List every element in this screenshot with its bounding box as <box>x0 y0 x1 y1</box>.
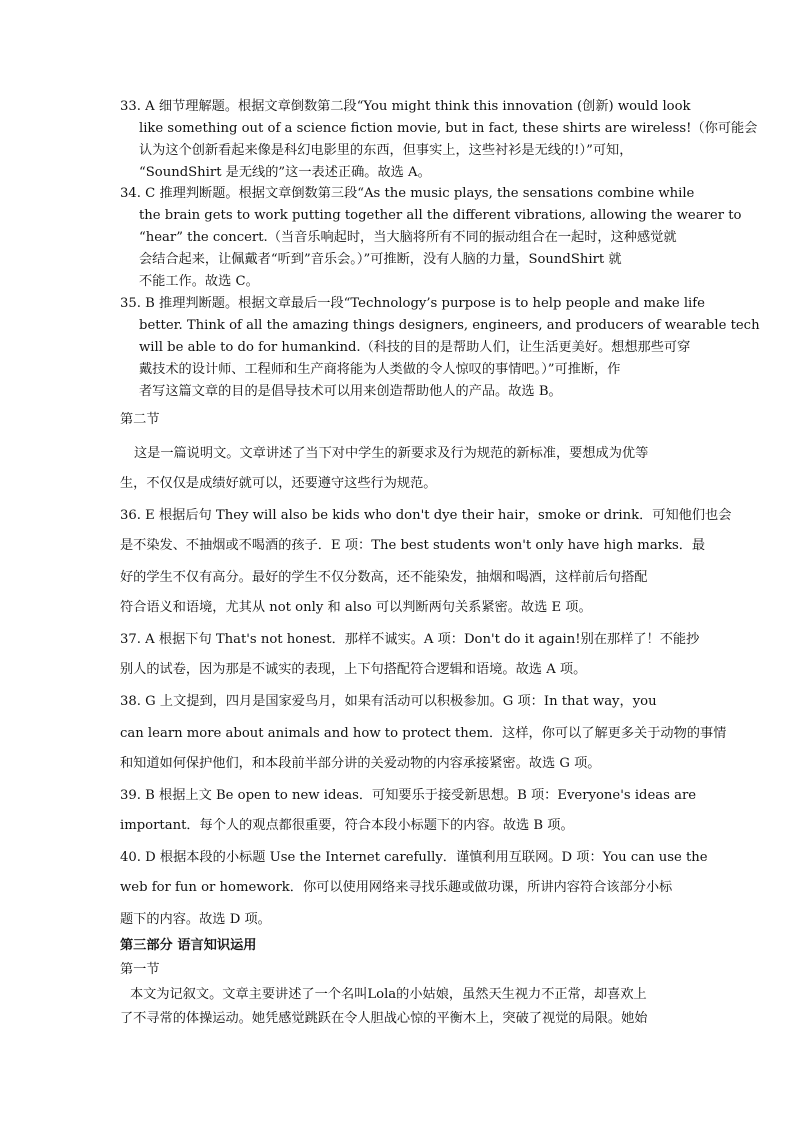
section2-intro-line-2: 生，不仅仅是成绩好就可以，还要遵守这些行为规范。 <box>120 476 437 491</box>
answer-40-line-2: web for fun or homework．你可以使用网络来寻找乐趣或做功课，所讲内容符合该部分小标 <box>120 880 673 895</box>
answer-36-line-1: 36. E 根据后句 They will also be kids who don't dye their hair，smoke or drink．可知他们也会 <box>120 508 732 523</box>
answer-38-line-3: 和知道如何保护他们，和本段前半部分讲的关爱动物的内容承接紧密。故选 G 项。 <box>120 756 601 771</box>
answer-34-line-2: the brain gets to work putting together all the different vibrations, allowing the wearer to <box>139 208 742 223</box>
answer-38-line-2: can learn more about animals and how to protect them．这样，你可以了解更多关于动物的事情 <box>120 726 727 741</box>
answer-36-line-3: 好的学生不仅有高分。最好的学生不仅分数高，还不能染发，抽烟和喝酒，这样前后句搭配 <box>120 570 648 585</box>
section2-intro-line-1: 这是一篇说明文。文章讲述了当下对中学生的新要求及行为规范的新标准，要想成为优等 <box>134 446 649 461</box>
part-heading: 第三部分 语言知识运用 <box>120 938 257 953</box>
answer-37-line-2: 别人的试卷，因为那是不诚实的表现，上下句搭配符合逻辑和语境。故选 A 项。 <box>120 662 587 677</box>
answer-33-line-2: like something out of a science fiction movie, but in fact, these shirts are wireless!（你可能会 <box>139 121 758 136</box>
answer-34-line-4: 会结合起来，让佩戴者“听到”音乐会。）”可推断，没有人脑的力量，SoundShirt 就 <box>139 252 622 267</box>
answer-33-line-4: “SoundShirt 是无线的”这一表述正确。故选 A。 <box>139 165 431 180</box>
answer-35-line-5: 者写这篇文章的目的是倡导技术可以用来创造帮助他人的产品。故选 B。 <box>139 384 562 399</box>
answer-39-line-1: 39. B 根据上文 Be open to new ideas．可知要乐于接受新思想。B 项：Everyone's ideas are <box>120 788 697 803</box>
part-subheading: 第一节 <box>120 962 160 977</box>
part3-intro-line-1: 本文为记叙文。文章主要讲述了一个名叫Lola的小姑娘，虽然天生视力不正常，却喜欢上 <box>130 987 647 1002</box>
answer-35-line-2: better. Think of all the amazing things designers, engineers, and producers of wearable tech <box>139 318 760 333</box>
part3-intro-line-2: 了不寻常的体操运动。她凭感觉跳跃在令人胆战心惊的平衡木上，突破了视觉的局限。她始 <box>120 1011 648 1026</box>
answer-39-line-2: important．每个人的观点都很重要，符合本段小标题下的内容。故选 B 项。 <box>120 818 574 833</box>
answer-33-line-3: 认为这个创新看起来像是科幻电影里的东西，但事实上，这些衬衫是无线的!）”可知， <box>139 143 633 158</box>
answer-34-line-5: 不能工作。故选 C。 <box>139 274 259 289</box>
answer-38-line-1: 38. G 上文提到，四月是国家爱鸟月，如果有活动可以积极参加。G 项：In that way，you <box>120 694 657 709</box>
answer-35-line-3: will be able to do for humankind.（科技的目的是帮助人们，让生活更美好。想想那些可穿 <box>139 340 691 355</box>
answer-37-line-1: 37. A 根据下句 That's not honest．那样不诚实。A 项：Don't do it again!别在那样了！不能抄 <box>120 632 700 647</box>
answer-40-line-1: 40. D 根据本段的小标题 Use the Internet carefully．谨慎利用互联网。D 项：You can use the <box>120 850 708 865</box>
answer-35-line-4: 戴技术的设计师、工程师和生产商将能为人类做的令人惊叹的事情吧。）”可推断，作 <box>139 362 621 377</box>
answer-36-line-2: 是不染发、不抽烟或不喝酒的孩子．E 项：The best students won't only have high marks．最 <box>120 538 706 553</box>
answer-35-line-1: 35. B 推理判断题。根据文章最后一段“Technology’s purpose is to help people and make life <box>120 296 705 311</box>
answer-34-line-3: “hear” the concert.（当音乐响起时，当大脑将所有不同的振动组合在一起时，这种感觉就 <box>139 230 677 245</box>
answer-40-line-3: 题下的内容。故选 D 项。 <box>120 912 271 927</box>
answer-36-line-4: 符合语义和语境，尤其从 not only 和 also 可以判断两句关系紧密。故选 E 项。 <box>120 600 592 615</box>
answer-33-line-1: 33. A 细节理解题。根据文章倒数第二段“You might think this innovation (创新) would look <box>120 99 691 114</box>
section-heading: 第二节 <box>120 412 160 427</box>
answer-34-line-1: 34. C 推理判断题。根据文章倒数第三段“As the music plays, the sensations combine while <box>120 186 695 201</box>
